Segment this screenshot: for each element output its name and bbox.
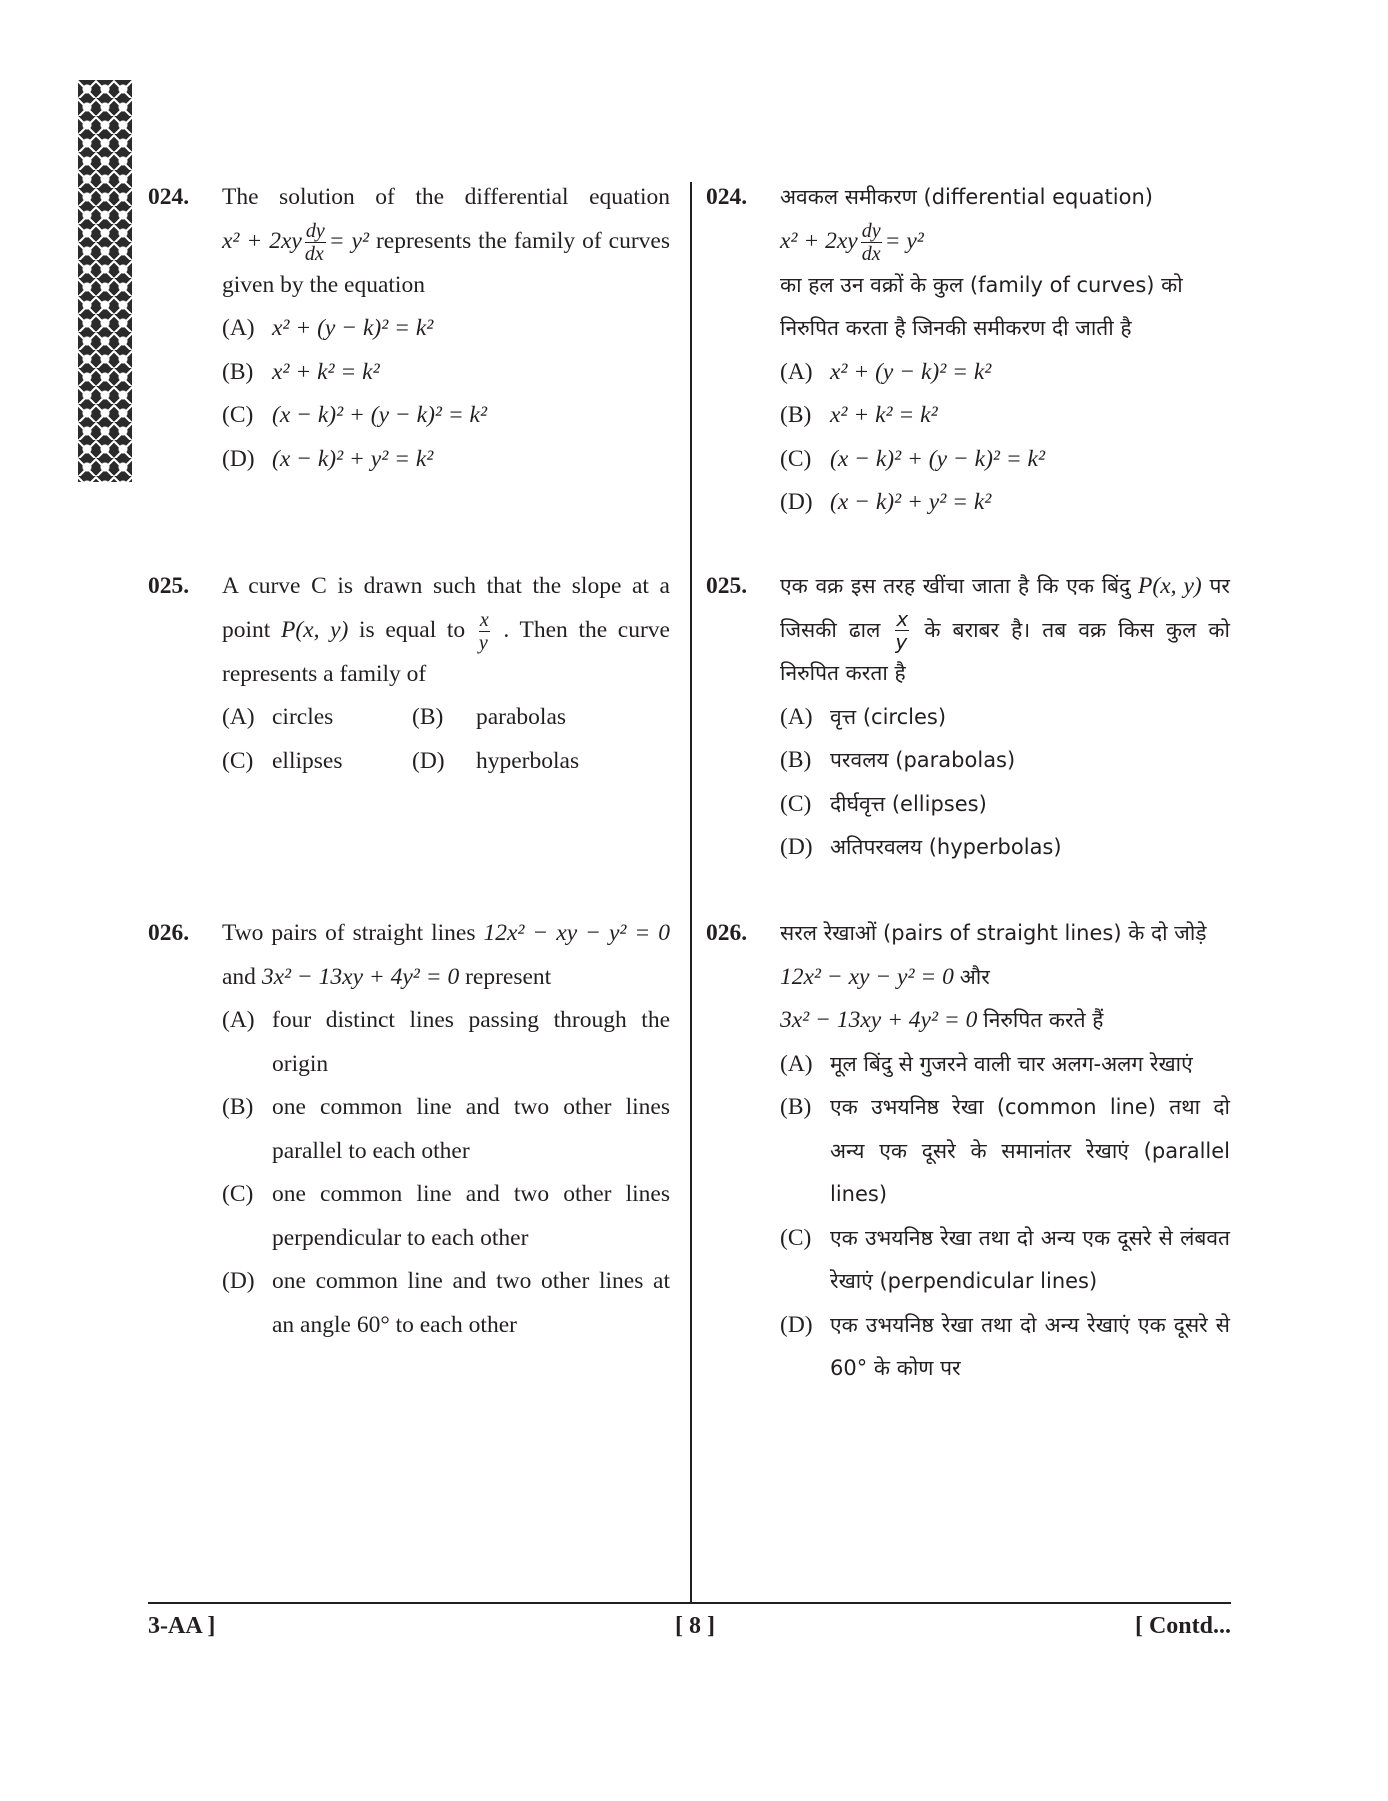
booklet-code: 3-AA ] — [148, 1613, 216, 1639]
question-026-hi — [706, 912, 1230, 1391]
option-a[interactable]: (A) मूल बिंदु से गुजरने वाली चार अलग-अलग रेखाएं — [780, 1050, 1193, 1077]
fraction-x-y: $\frac{x}{y}$ — [478, 608, 489, 654]
question-number: 026. — [706, 920, 748, 946]
question-stem: The solution of the differential equation x² + 2xy $\frac{dy}{dx}$ = y² represents the family of curves given by the equation — [222, 184, 670, 298]
option-b[interactable]: (B) one common line and two other lines parallel to each other — [222, 1094, 670, 1164]
option-c[interactable]: (C) (x − k)² + (y − k)² = k² — [222, 402, 488, 429]
option-a-label: (A) — [222, 704, 255, 731]
stem-line-3: निरुपित करता है जिनकी समीकरण दी जाती है — [780, 316, 1132, 341]
question-025-en — [148, 565, 670, 783]
question-stem: A curve C is drawn such that the slope at a point P(x, y) is equal to $\frac{x}{y}$ . Then the curve represents a family of — [222, 573, 670, 687]
option-c[interactable]: (C) एक उभयनिष्ठ रेखा तथा दो अन्य एक दूसरे से लंबवत रेखाएं (perpendicular lines) — [780, 1224, 1230, 1293]
option-a[interactable]: (A) x² + (y − k)² = k² — [780, 358, 992, 385]
fraction-dy-dx: $\frac{dy}{dx}$ — [861, 219, 881, 265]
question-number: 024. — [706, 184, 748, 210]
option-d[interactable]: (D) (x − k)² + y² = k² — [780, 489, 992, 516]
option-c-text[interactable]: ellipses — [272, 747, 343, 774]
column-divider — [690, 182, 692, 1604]
option-b[interactable]: (B) x² + k² = k² — [780, 402, 938, 429]
options-grid — [222, 696, 670, 783]
stem-line-1: अवकल समीकरण (differential equation) — [780, 185, 1153, 209]
option-a-text[interactable]: circles — [272, 704, 334, 731]
option-b-text[interactable]: parabolas — [476, 704, 567, 731]
stem-line-2: 12x² − xy − y² = 0 और — [780, 963, 990, 990]
option-b[interactable]: (B) एक उभयनिष्ठ रेखा (common line) तथा दो अन्य एक दूसरे के समानांतर रेखाएं (parallel lines) — [780, 1094, 1230, 1206]
option-d[interactable]: (D) (x − k)² + y² = k² — [222, 445, 434, 472]
option-b-label: (B) — [412, 704, 444, 731]
fraction-dy-dx: $\frac{dy}{dx}$ — [304, 219, 325, 265]
question-024-en — [148, 176, 670, 481]
question-024-hi — [706, 176, 1230, 525]
option-a[interactable]: (A) वृत्त (circles) — [780, 703, 947, 730]
stem-line-1: सरल रेखाओं (pairs of straight lines) के दो जोड़े — [780, 921, 1207, 945]
option-d-label: (D) — [412, 747, 445, 774]
question-number: 025. — [706, 573, 748, 599]
option-c[interactable]: (C) one common line and two other lines perpendicular to each other — [222, 1181, 670, 1251]
question-number: 024. — [148, 184, 190, 210]
question-stem: Two pairs of straight lines 12x² − xy − y² = 0 and 3x² − 13xy + 4y² = 0 represent — [222, 920, 670, 990]
continued-label: [ Contd... — [1134, 1613, 1231, 1639]
decorative-border-pattern — [78, 80, 132, 482]
stem-equation: x² + 2xy $\frac{dy}{dx}$ = y² — [780, 219, 924, 265]
stem-line-2: का हल उन वक्रों के कुल (family of curves) को — [780, 272, 1183, 297]
option-c-label: (C) — [222, 747, 254, 774]
stem-line-3: 3x² − 13xy + 4y² = 0 निरुपित करते हैं — [780, 1007, 1104, 1033]
question-number: 025. — [148, 573, 190, 599]
question-026-en — [148, 912, 670, 1347]
page-number: [ 8 ] — [675, 1613, 715, 1639]
option-a[interactable]: (A) x² + (y − k)² = k² — [222, 315, 434, 342]
option-d[interactable]: (D) one common line and two other lines at an angle 60° to each other — [222, 1268, 670, 1338]
option-a[interactable]: (A) four distinct lines passing through the origin — [222, 1007, 670, 1077]
question-stem: एक वक्र इस तरह खींचा जाता है कि एक बिंदु P(x, y) पर जिसकी ढाल $\frac{x}{y}$ के बराबर है। तब वक्र किस कुल को निरुपित करता है — [780, 573, 1230, 685]
option-c[interactable]: (C) (x − k)² + (y − k)² = k² — [780, 445, 1046, 472]
option-d[interactable]: (D) अतिपरवलय (hyperbolas) — [780, 834, 1062, 860]
option-b[interactable]: (B) x² + k² = k² — [222, 358, 380, 385]
option-d-text[interactable]: hyperbolas — [476, 747, 580, 774]
footer-rule — [148, 1602, 1231, 1604]
option-b[interactable]: (B) परवलय (parabolas) — [780, 747, 1016, 773]
option-d[interactable]: (D) एक उभयनिष्ठ रेखा तथा दो अन्य रेखाएं एक दूसरे से 60° के कोण पर — [780, 1311, 1230, 1380]
question-number: 026. — [148, 920, 190, 946]
option-c[interactable]: (C) दीर्घवृत्त (ellipses) — [780, 790, 987, 817]
fraction-x-y: $\frac{x}{y}$ — [895, 607, 909, 654]
question-025-hi — [706, 565, 1230, 870]
